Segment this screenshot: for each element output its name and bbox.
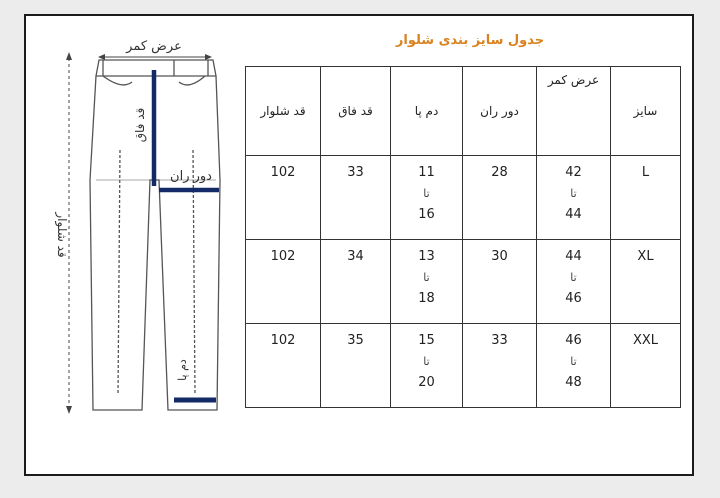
cell-size: XL: [611, 240, 681, 324]
hem-min: 15: [418, 333, 435, 348]
waist-min: 46: [565, 333, 582, 348]
hem-min: 11: [418, 165, 435, 180]
cell-rise: 35: [321, 324, 391, 408]
hem-max: 18: [418, 291, 435, 306]
cell-thigh: 28: [463, 156, 537, 240]
waist-width-label: عرض کمر: [126, 39, 182, 54]
page-title: جدول سایز بندی شلوار: [395, 33, 545, 48]
range-separator: تا: [423, 271, 430, 284]
cell-thigh: 30: [463, 240, 537, 324]
header-hem: دم پا: [391, 67, 463, 156]
header-rise: قد فاق: [321, 67, 391, 156]
waist-min: 42: [565, 165, 582, 180]
cell-waist: [537, 240, 611, 324]
range-separator: تا: [570, 355, 577, 368]
table-header-row: [246, 67, 681, 156]
waist-max: 48: [565, 375, 582, 390]
cell-hem: [391, 156, 463, 240]
hem-min: 13: [418, 249, 435, 264]
table-row: [246, 156, 681, 240]
cell-size: L: [611, 156, 681, 240]
cell-thigh: 33: [463, 324, 537, 408]
waist-max: 44: [565, 207, 582, 222]
cell-size: XXL: [611, 324, 681, 408]
range-separator: تا: [423, 355, 430, 368]
length-arrow-head-bottom: [66, 406, 72, 414]
range-separator: تا: [570, 271, 577, 284]
cell-length: 102: [246, 156, 321, 240]
header-size: سایز: [611, 67, 681, 156]
thigh-label: دور ران: [170, 169, 212, 184]
header-waist: عرض کمر: [537, 67, 611, 156]
cell-length: 102: [246, 240, 321, 324]
range-separator: تا: [570, 187, 577, 200]
waist-arrow-head-right: [205, 54, 212, 60]
waist-min: 44: [565, 249, 582, 264]
table-row: [246, 324, 681, 408]
cell-hem: [391, 324, 463, 408]
header-thigh: دور ران: [463, 67, 537, 156]
hem-max: 16: [418, 207, 435, 222]
rise-label: قد فاق: [133, 107, 147, 143]
cell-rise: 33: [321, 156, 391, 240]
waist-max: 46: [565, 291, 582, 306]
waist-arrow-head-left: [98, 54, 105, 60]
pants-diagram: [36, 30, 236, 425]
length-label: قد شلوار: [55, 212, 69, 258]
hem-label: دم پا: [176, 359, 189, 381]
table-row: [246, 240, 681, 324]
hem-max: 20: [418, 375, 435, 390]
range-separator: تا: [423, 187, 430, 200]
cell-waist: [537, 156, 611, 240]
cell-length: 102: [246, 324, 321, 408]
cell-waist: [537, 324, 611, 408]
cell-rise: 34: [321, 240, 391, 324]
length-arrow-head-top: [66, 52, 72, 60]
header-length: قد شلوار: [246, 67, 321, 156]
cell-hem: [391, 240, 463, 324]
size-table: [245, 66, 681, 408]
